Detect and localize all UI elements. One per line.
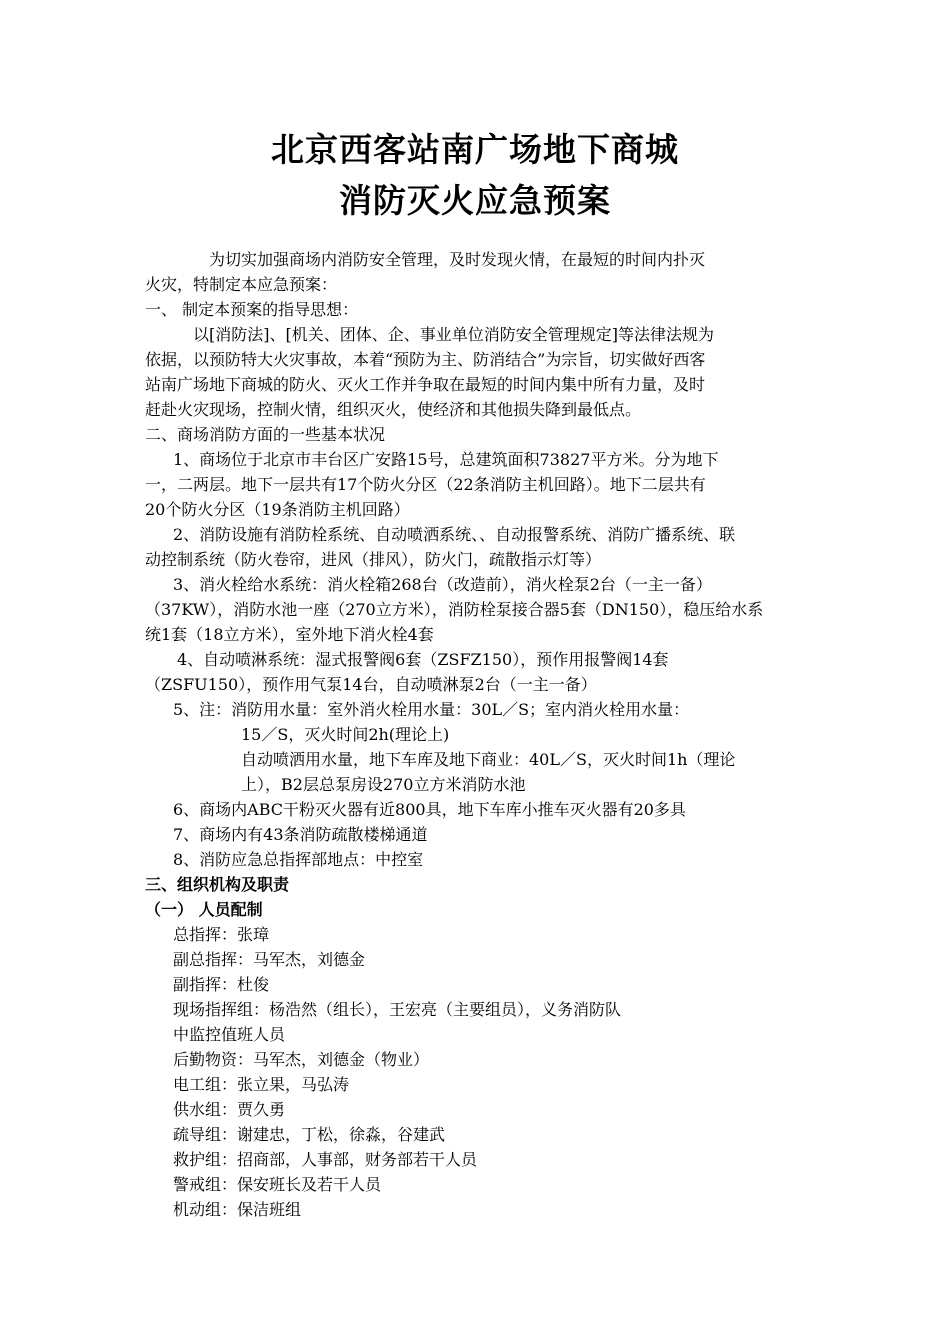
paragraph-line: 动控制系统（防火卷帘，进风（排风），防火门，疏散指示灯等） [145,550,602,569]
role-line: 救护组：招商部，人事部，财务部若干人员 [173,1150,478,1169]
paragraph-line: 以[消防法]、[机关、团体、企、事业单位消防安全管理规定]等法律法规为 [193,325,714,344]
paragraph-line: 15／S，灭火时间2h(理论上) [241,725,450,744]
role-line: 机动组：保洁班组 [173,1200,302,1219]
section-heading-3: 三、组织机构及职责 [145,875,290,894]
role-line: 电工组：张立果，马弘涛 [173,1075,350,1094]
paragraph-line: 4、自动喷淋系统：湿式报警阀6套（ZSFZ150），预作用报警阀14套 [177,650,669,669]
intro-line: 火灾，特制定本应急预案： [145,275,338,294]
paragraph-line: （ZSFU150），预作用气泵14台，自动喷淋泵2台（一主一备） [145,675,597,694]
role-line: 现场指挥组：杨浩然（组长），王宏亮（主要组员），义务消防队 [173,1000,622,1019]
paragraph-line: 8、消防应急总指挥部地点：中控室 [173,850,424,869]
paragraph-line: 一，二两层。地下一层共有17个防火分区（22条消防主机回路）。地下二层共有 [145,475,706,494]
paragraph-line: 5、注：消防用水量：室外消火栓用水量：30L／S；室内消火栓用水量： [173,700,690,719]
role-line: 副指挥：杜俊 [173,975,270,994]
paragraph-line: 3、消火栓给水系统：消火栓箱268台（改造前），消火栓泵2台（一主一备） [173,575,712,594]
role-line: 警戒组：保安班长及若干人员 [173,1175,382,1194]
paragraph-line: （37KW），消防水池一座（270立方米），消防栓泵接合器5套（DN150），稳压给水系 [145,600,764,619]
document-title-line-1: 北京西客站南广场地下商城 [271,130,679,169]
paragraph-line: 6、商场内ABC干粉灭火器有近800具，地下车库小推车灭火器有20多具 [173,800,686,819]
section-heading-1: 一、 制定本预案的指导思想： [145,300,359,319]
role-line: 副总指挥：马军杰，刘德金 [173,950,366,969]
paragraph-line: 统1套（18立方米），室外地下消火栓4套 [145,625,434,644]
subsection-heading: （一） 人员配制 [145,900,263,919]
role-line: 疏导组：谢建忠，丁松，徐淼，谷建武 [173,1125,446,1144]
paragraph-line: 依据，以预防特大火灾事故，本着“预防为主、防消结合”为宗旨，切实做好西客 [145,350,706,369]
paragraph-line: 上），B2层总泵房设270立方米消防水池 [241,775,526,794]
role-line: 供水组：贾久勇 [173,1100,286,1119]
role-line: 总指挥：张璋 [173,925,270,944]
paragraph-line: 赶赴火灾现场，控制火情，组织灭火，使经济和其他损失降到最低点。 [145,400,642,419]
paragraph-line: 2、消防设施有消防栓系统、自动喷洒系统、、自动报警系统、消防广播系统、联 [173,525,736,544]
paragraph-line: 1、商场位于北京市丰台区广安路15号，总建筑面积73827平方米。分为地下 [173,450,719,469]
role-line: 中监控值班人员 [173,1025,286,1044]
intro-line: 为切实加强商场内消防安全管理，及时发现火情，在最短的时间内扑灭 [209,250,706,269]
document-body [145,247,815,1222]
role-line: 后勤物资：马军杰，刘德金（物业） [173,1050,430,1069]
paragraph-line: 7、商场内有43条消防疏散楼梯通道 [173,825,428,844]
paragraph-line: 站南广场地下商城的防火、灭火工作并争取在最短的时间内集中所有力量，及时 [145,375,706,394]
paragraph-line: 20个防火分区（19条消防主机回路） [145,500,410,519]
section-heading-2: 二、商场消防方面的一些基本状况 [145,425,386,444]
paragraph-line: 自动喷洒用水量，地下车库及地下商业：40L／S，灭火时间1h（理论 [241,750,736,769]
document-title-line-2: 消防灭火应急预案 [339,181,611,220]
